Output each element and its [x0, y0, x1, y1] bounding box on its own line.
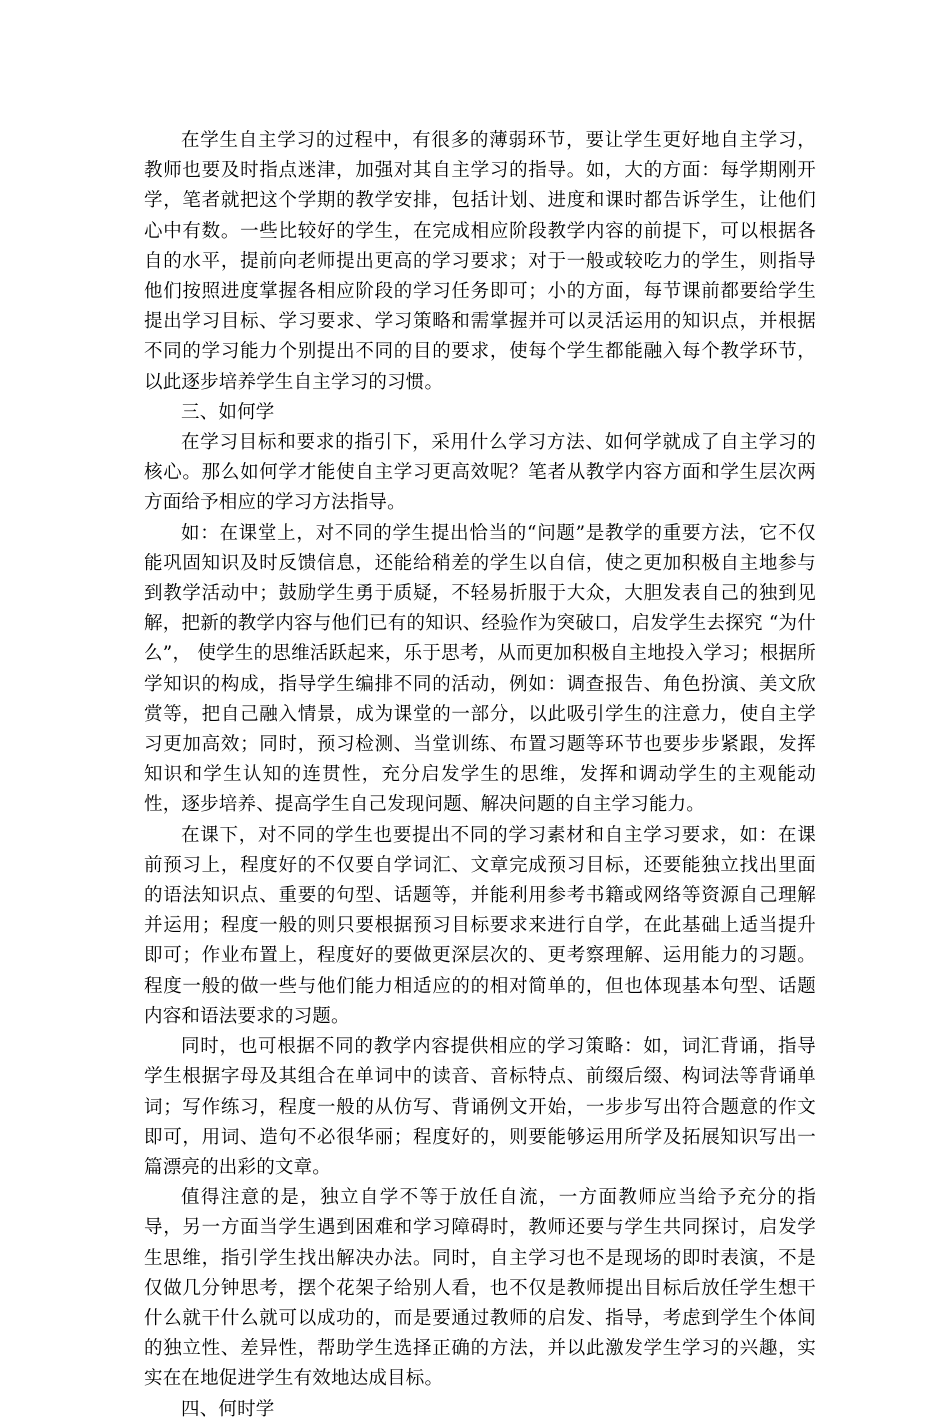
- paragraph-notes: 值得注意的是，独立自学不等于放任自流，一方面教师应当给予充分的指导，另一方面当学生遇到困难和学习障碍时，教师还要与学生共同探讨，启发学生思维，指引学生找出解决办法。同时，自主学习也不是现场的即时表演，不是仅做几分钟思考，摆个花架子给别人看，也不仅是教师提出目标后放任学生想干什么就干什么就可以成功的，而是要通过教师的启发、指导，考虑到学生个体间的独立性、差异性，帮助学生选择正确的方法，并以此激发学生学习的兴趣，实实在在地促进学生有效地达成目标。: [144, 1187, 816, 1390]
- section-heading-how-to-learn: 三、如何学: [181, 401, 275, 423]
- paragraph-guidance: 在学生自主学习的过程中，有很多的薄弱环节，要让学生更好地自主学习，教师也要及时指点迷津，加强对其自主学习的指导。如，大的方面：每学期刚开学，笔者就把这个学期的教学安排，包括计划、进度和课时都告诉学生，让他们心中有数。一些比较好的学生，在完成相应阶段教学内容的前提下，可以根据各自的水平，提前向老师提出更高的学习要求；对于一般或较吃力的学生，则指导他们按照进度掌握各相应阶段的学习任务即可；小的方面，每节课前都要给学生提出学习目标、学习要求、学习策略和需掌握并可以灵活运用的知识点，并根据不同的学习能力个别提出不同的目的要求，使每个学生都能融入每个教学环节，以此逐步培养学生自主学习的习惯。: [144, 130, 816, 393]
- document-page: [144, 126, 816, 1425]
- paragraph-after-class: 在课下，对不同的学生也要提出不同的学习素材和自主学习要求，如：在课前预习上，程度好的不仅要自学词汇、文章完成预习目标，还要能独立找出里面的语法知识点、重要的句型、话题等，并能利用参考书籍或网络等资源自己理解并运用；程度一般的则只要根据预习目标要求来进行自学，在此基础上适当提升即可；作业布置上，程度好的要做更深层次的、更考察理解、运用能力的习题。程度一般的做一些与他们能力相适应的的相对简单的，但也体现基本句型、话题内容和语法要求的习题。: [144, 824, 816, 1027]
- section-heading-when-to-learn: 四、何时学: [181, 1398, 275, 1420]
- paragraph-in-class: 如：在课堂上，对不同的学生提出恰当的“问题”是教学的重要方法，它不仅能巩固知识及时反馈信息，还能给稍差的学生以自信，使之更加积极自主地参与到教学活动中；鼓励学生勇于质疑，不轻易折服于大众，大胆发表自己的独到见解，把新的教学内容与他们已有的知识、经验作为突破口，启发学生去探究 “为什么”， 使学生的思维活跃起来，乐于思考，从而更加积极自主地投入学习；根据所学知识的构成，指导学生编排不同的活动，例如：调查报告、角色扮演、美文欣赏等，把自己融入情景，成为课堂的一部分，以此吸引学生的注意力，使自主学习更加高效；同时，预习检测、当堂训练、布置习题等环节也要步步紧跟，发挥知识和学生认知的连贯性，充分启发学生的思维，发挥和调动学生的主观能动性，逐步培养、提高学生自己发现问题、解决问题的自主学习能力。: [144, 522, 816, 816]
- paragraph-method-intro: 在学习目标和要求的指引下，采用什么学习方法、如何学就成了自主学习的核心。那么如何学才能使自主学习更高效呢？笔者从教学内容方面和学生层次两方面给予相应的学习方法指导。: [144, 432, 816, 514]
- paragraph-strategies: 同时，也可根据不同的教学内容提供相应的学习策略：如，词汇背诵，指导学生根据字母及其组合在单词中的读音、音标特点、前缀后缀、构词法等背诵单词；写作练习，程度一般的从仿写、背诵例文开始，一步步写出符合题意的作文即可，用词、造句不必很华丽；程度好的，则要能够运用所学及拓展知识写出一篇漂亮的出彩的文章。: [144, 1036, 816, 1178]
